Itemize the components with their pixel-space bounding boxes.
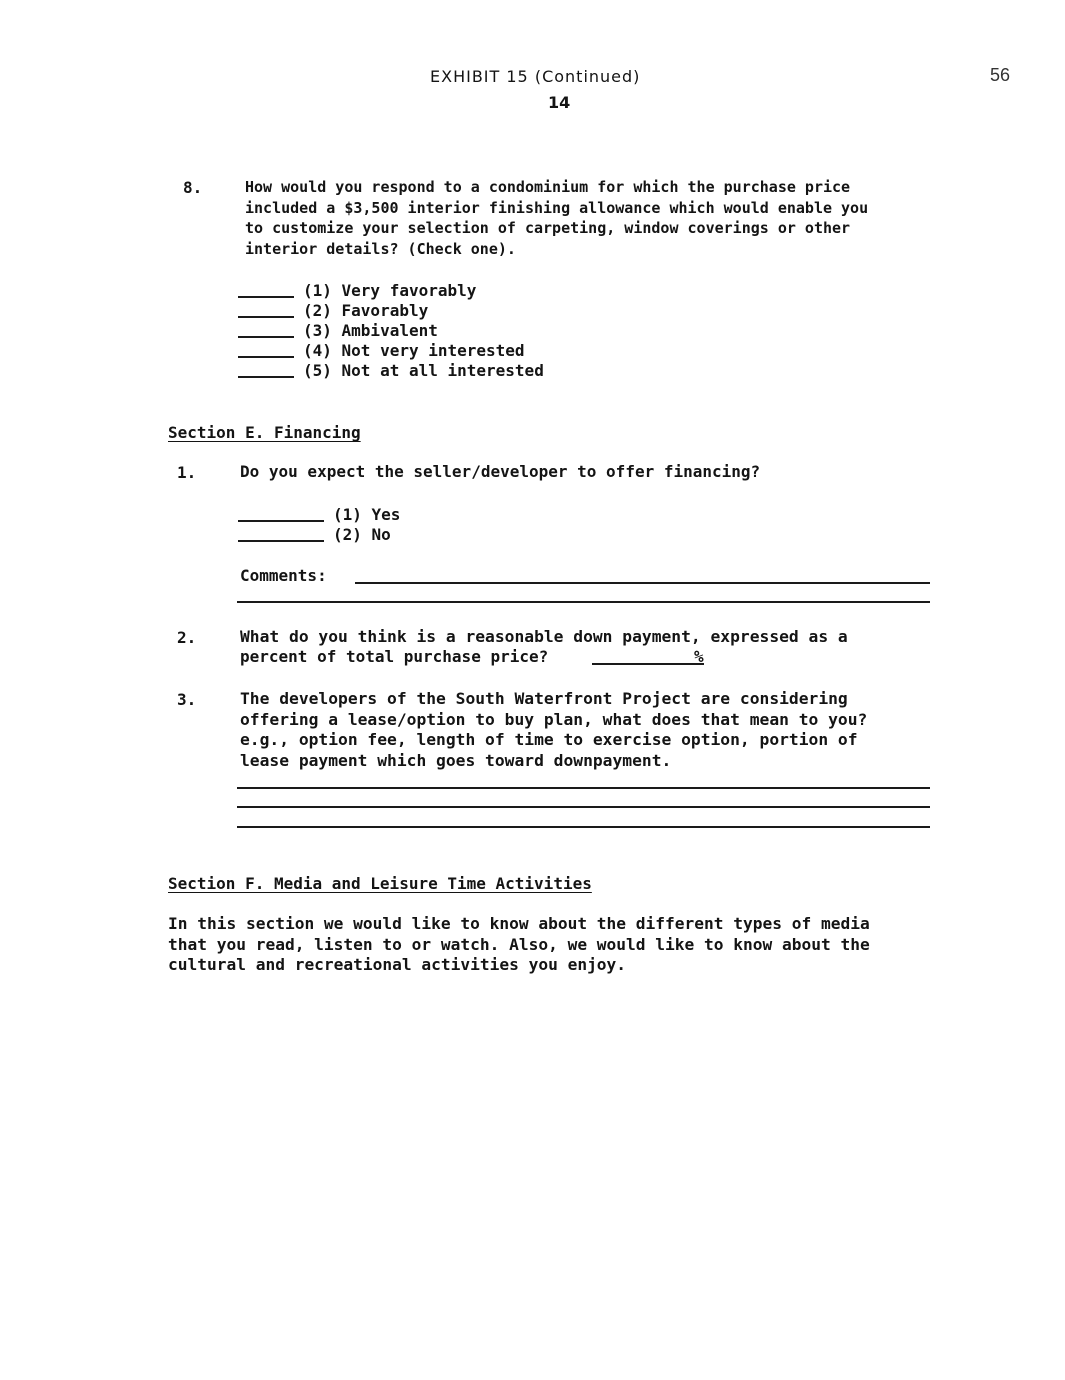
section-e-heading: Section E. Financing: [168, 423, 361, 442]
answer-blank[interactable]: [238, 336, 294, 338]
question-8-line: to customize your selection of carpeting, window coverings or other: [245, 219, 851, 237]
section-e-question-3-text: [240, 689, 867, 771]
answer-blank[interactable]: [238, 520, 324, 522]
option-no: (2) No: [333, 525, 391, 544]
option-yes: (1) Yes: [333, 505, 401, 524]
comments-line[interactable]: [355, 582, 930, 584]
option-favorably: (2) Favorably: [303, 301, 429, 320]
section-e-question-3-line: lease payment which goes toward downpayment.: [240, 750, 672, 770]
section-e-question-3-line: e.g., option fee, length of time to exercise option, portion of: [240, 730, 858, 749]
answer-line[interactable]: [237, 787, 930, 789]
question-8-line: interior details? (Check one).: [245, 239, 516, 258]
comments-label: Comments:: [240, 566, 327, 585]
question-8-line: included a $3,500 interior finishing allowance which would enable you: [245, 198, 869, 217]
section-e-question-3-line: offering a lease/option to buy plan, what does that mean to you?: [240, 709, 868, 729]
answer-blank[interactable]: [238, 356, 294, 358]
section-e-question-3-number: 3.: [177, 690, 197, 709]
option-not-very-interested: (4) Not very interested: [303, 341, 525, 360]
question-8-text: [245, 177, 868, 259]
section-e-question-1-number: 1.: [177, 463, 197, 482]
answer-line[interactable]: [237, 806, 930, 808]
section-f-line: In this section we would like to know about the different types of media: [168, 914, 870, 933]
answer-line[interactable]: [237, 826, 930, 828]
section-f-intro: [168, 914, 870, 976]
answer-blank[interactable]: [238, 296, 294, 298]
section-f-line: that you read, listen to or watch. Also, we would like to know about the: [168, 934, 870, 954]
comments-line[interactable]: [237, 601, 930, 603]
question-8-line: How would you respond to a condominium for which the purchase price: [245, 178, 851, 196]
section-f-line: cultural and recreational activities you enjoy.: [168, 955, 627, 974]
section-e-question-2-line: What do you think is a reasonable down payment, expressed as a: [240, 627, 848, 646]
question-8-number: 8.: [183, 178, 203, 197]
answer-blank[interactable]: [238, 376, 294, 378]
percent-sign: %: [694, 647, 704, 666]
section-e-question-1-text: Do you expect the seller/developer to offer financing?: [240, 462, 761, 481]
exhibit-title: EXHIBIT 15 (Continued): [430, 67, 641, 86]
answer-blank[interactable]: [238, 316, 294, 318]
page-number: 56: [990, 65, 1011, 85]
option-ambivalent: (3) Ambivalent: [303, 321, 438, 340]
section-f-heading: Section F. Media and Leisure Time Activities: [168, 874, 592, 893]
section-e-question-3-line: The developers of the South Waterfront Project are considering: [240, 689, 848, 708]
option-not-at-all-interested: (5) Not at all interested: [303, 361, 544, 380]
section-e-question-2-number: 2.: [177, 628, 197, 647]
answer-blank[interactable]: [238, 540, 324, 542]
exhibit-subtitle: 14: [548, 93, 571, 112]
down-payment-input-line[interactable]: [592, 663, 704, 665]
option-very-favorably: (1) Very favorably: [303, 281, 477, 300]
section-e-question-2-line: percent of total purchase price?: [240, 647, 549, 666]
